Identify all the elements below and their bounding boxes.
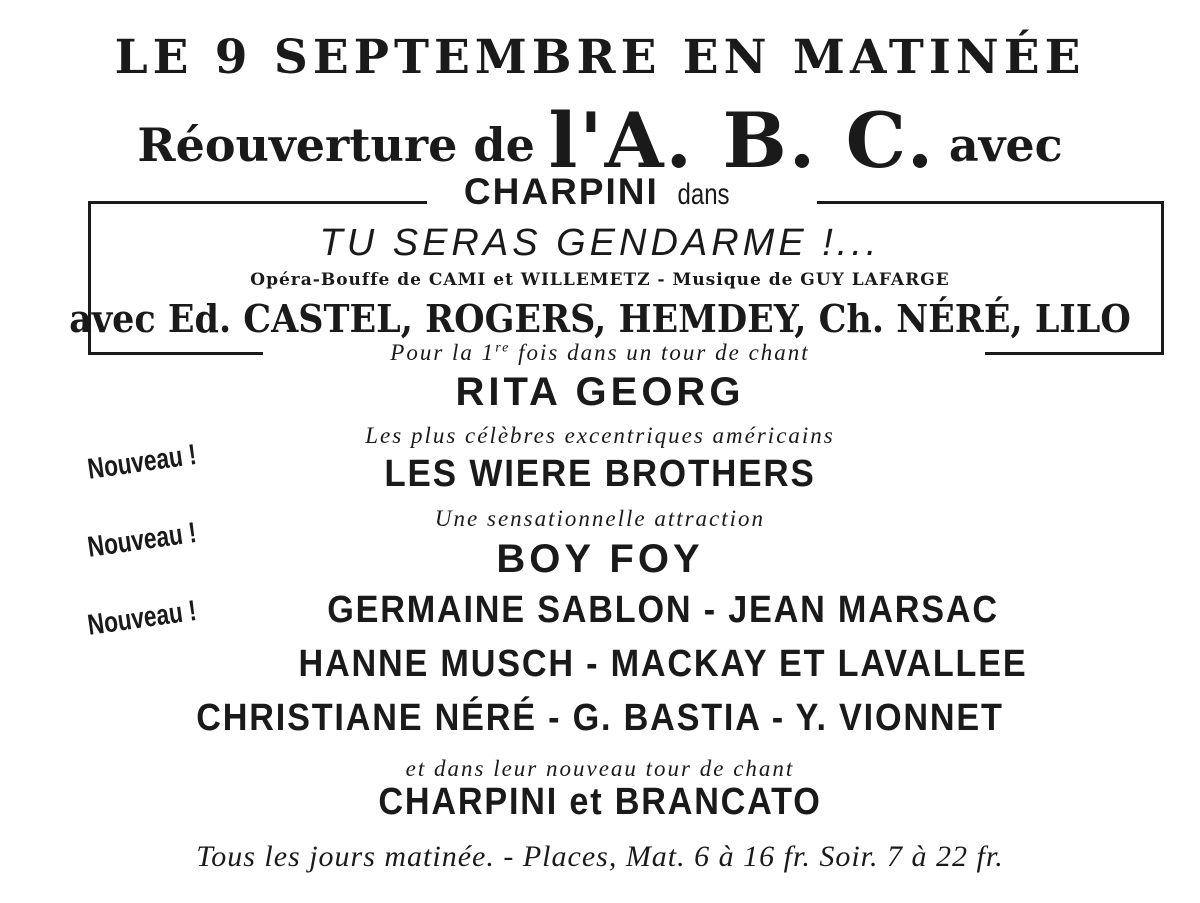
first-time-note — [0, 340, 1200, 366]
venue-name: l'A. B. C. — [548, 96, 936, 185]
show-credits: Opéra-Bouffe de CAMI et WILLEMETZ - Musique de GUY LAFARGE — [250, 270, 950, 290]
footer-prices: Tous les jours matinée. - Places, Mat. 6 à 16 fr. Soir. 7 à 22 fr. — [196, 840, 1004, 873]
act-boy-foy: BOY FOY — [496, 537, 704, 581]
reopening-prefix: Réouverture de — [137, 118, 535, 172]
date-line: LE 9 SEPTEMBRE EN MATINÉE — [114, 30, 1086, 85]
headliner-dans: dans — [677, 178, 730, 211]
act-wiere-brothers: LES WIERE BROTHERS — [384, 453, 816, 495]
excentriques-note: Les plus célèbres excentriques américains — [365, 423, 835, 448]
show-cast: avec Ed. CASTEL, ROGERS, HEMDEY, Ch. NÉRÉ, LILO — [69, 296, 1131, 341]
show-title: TU SERAS GENDARME !... — [319, 222, 881, 264]
first-time-suffix: fois dans un tour de chant — [510, 340, 810, 365]
first-time-prefix: Pour la 1 — [390, 340, 496, 365]
reopening-suffix: avec — [948, 118, 1063, 172]
acts-line-1: GERMAINE SABLON - JEAN MARSAC — [327, 589, 999, 631]
nouveau-stamp: Nouveau ! — [85, 594, 199, 642]
headliner-name: CHARPINI — [463, 171, 659, 212]
act-rita-georg: RITA GEORG — [455, 370, 745, 414]
attraction-note: Une sensationnelle attraction — [434, 506, 766, 531]
nouveau-stamp: Nouveau ! — [85, 438, 199, 486]
nouveau-stamp: Nouveau ! — [85, 516, 199, 564]
acts-line-2: HANNE MUSCH - MACKAY ET LAVALLEE — [298, 643, 1028, 685]
act-final-duo: CHARPINI et BRANCATO — [378, 781, 822, 823]
new-tour-note: et dans leur nouveau tour de chant — [405, 756, 795, 781]
acts-line-3: CHRISTIANE NÉRÉ - G. BASTIA - Y. VIONNET — [196, 697, 1004, 739]
headliner-line — [0, 171, 1200, 213]
first-time-sup: re — [495, 340, 511, 356]
